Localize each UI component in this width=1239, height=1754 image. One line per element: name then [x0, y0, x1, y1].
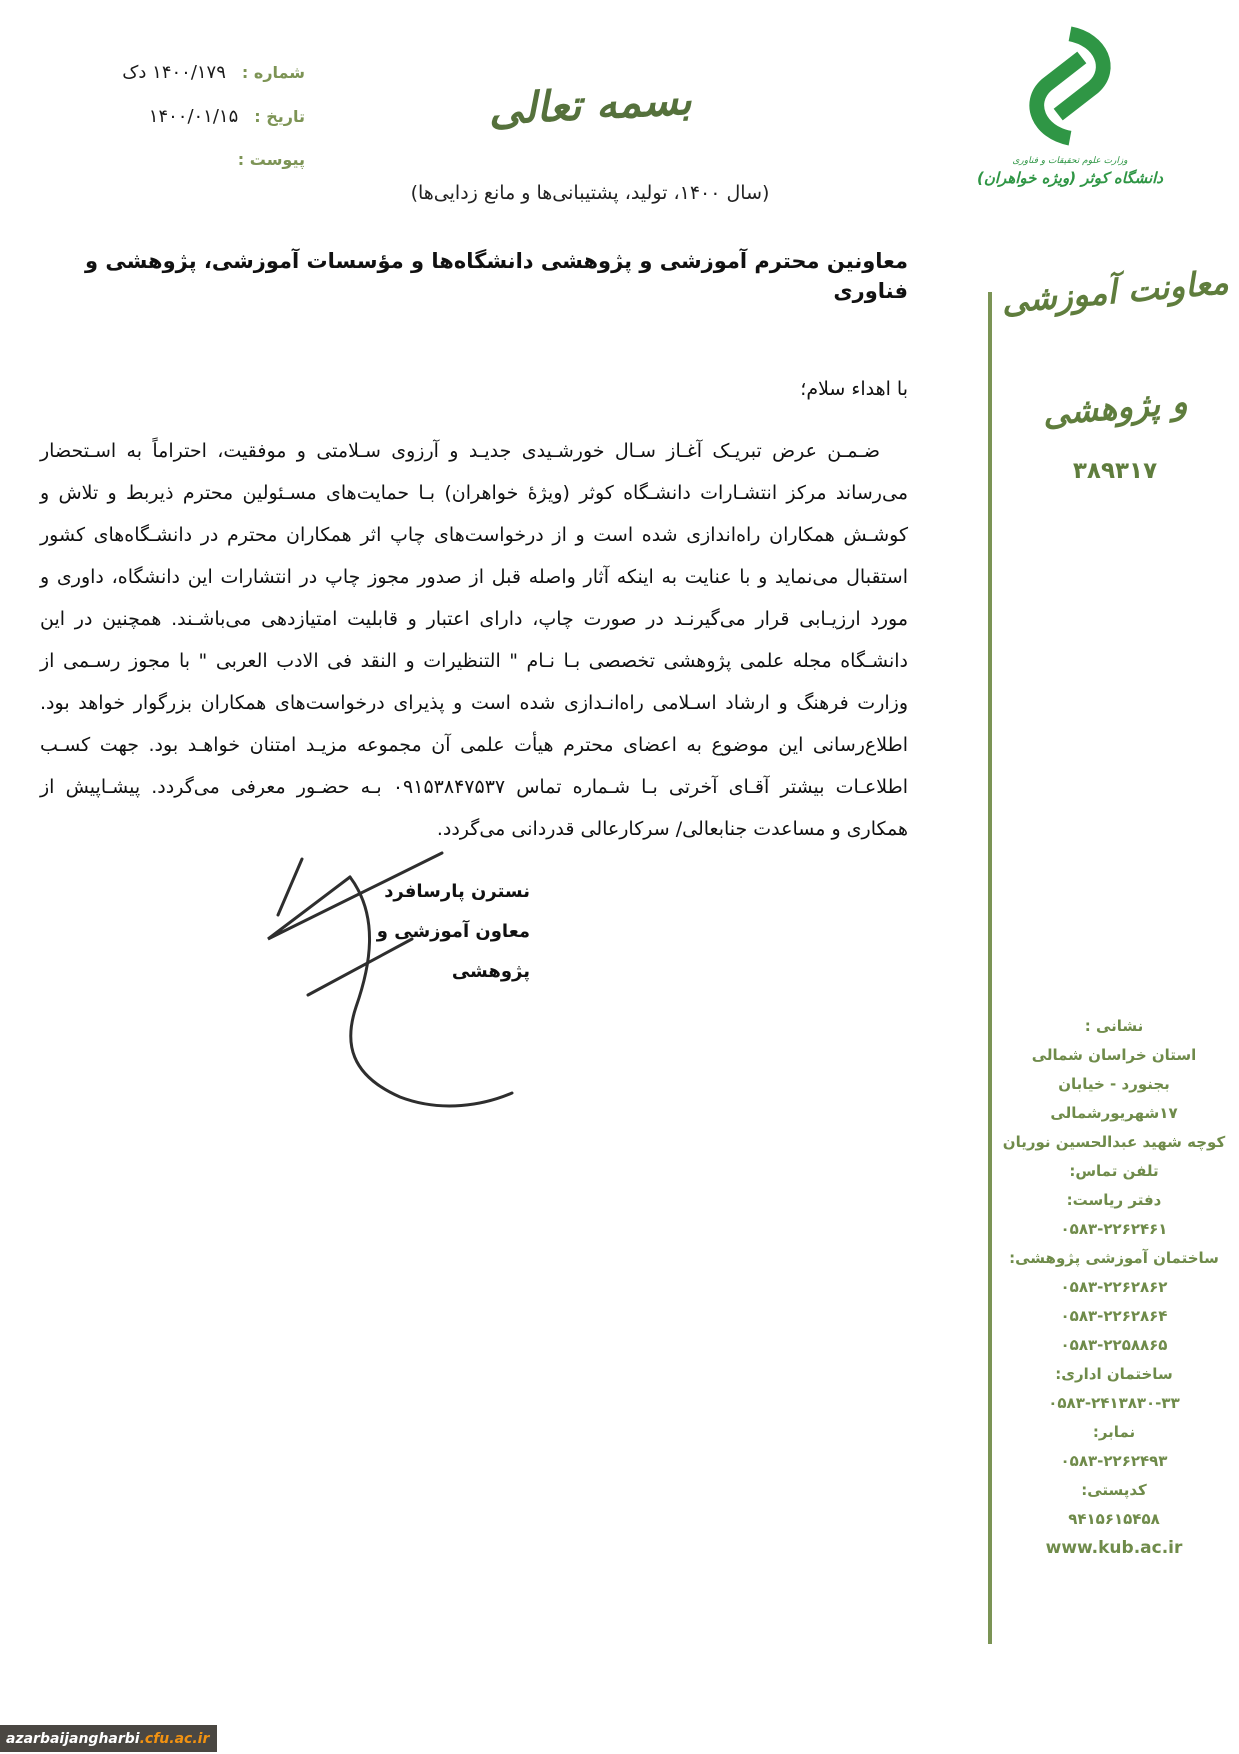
- dept-calligraphy-line2: و پژوهشی: [1041, 381, 1189, 434]
- admin-bldg-label: ساختمان اداری:: [1055, 1365, 1173, 1383]
- signer-name: نسترن پارسافرد: [384, 881, 530, 902]
- phone-label: تلفن تماس:: [1069, 1162, 1159, 1180]
- university-emblem-icon: [1006, 22, 1134, 150]
- edu-research-phone-1: ۰۵۸۳-۲۲۶۲۸۶۲: [1060, 1278, 1168, 1296]
- postal-code-label: کدپستی:: [1081, 1481, 1147, 1499]
- salutation-line: با اهداء سلام؛: [800, 378, 908, 400]
- fax-label: نمابر:: [1092, 1423, 1136, 1441]
- presidency-office-phone: ۰۵۸۳-۲۲۶۲۴۶۱: [1060, 1220, 1168, 1238]
- date-value: ۱۴۰۰/۰۱/۱۵: [148, 106, 239, 127]
- year-slogan: (سال ۱۴۰۰، تولید، پشتیبانی‌ها و مانع زدایی‌ها): [410, 182, 770, 204]
- presidency-office-label: دفتر ریاست:: [1066, 1191, 1162, 1209]
- website-url: www.kub.ac.ir: [1045, 1538, 1183, 1558]
- address-alley: کوچه شهید عبدالحسین نوریان: [1002, 1133, 1226, 1151]
- logo-ministry-text: وزارت علوم تحقیقات و فناوری: [1012, 156, 1128, 166]
- logo-university-text: دانشگاه کوثر (ویژه خواهران): [977, 169, 1163, 187]
- date-label: تاریخ :: [254, 107, 305, 126]
- admin-bldg-phone: ۰۵۸۳-۲۴۱۳۸۳۰-۳۳: [1048, 1394, 1180, 1412]
- signature-block: [300, 872, 530, 992]
- besmeh-calligraphy: بسمه تعالی: [487, 74, 693, 135]
- university-logo: [955, 22, 1185, 187]
- letter-header-fields: [35, 62, 305, 192]
- address-province: استان خراسان شمالی: [1031, 1046, 1197, 1064]
- watermark-site-suffix: .cfu.ac.ir: [139, 1730, 210, 1747]
- number-label: شماره :: [241, 63, 305, 82]
- letter-main-content: [40, 246, 908, 850]
- sidebar-divider-line: [988, 292, 992, 1644]
- edu-research-phone-3: ۰۵۸۳-۲۲۵۸۸۶۵: [1060, 1336, 1168, 1354]
- recipient-heading: معاونین محترم آموزشی و پژوهشی دانشگاه‌ها و مؤسسات آموزشی، پژوهشی و فناوری: [85, 249, 908, 303]
- address-street: ۱۷شهریورشمالی: [1050, 1104, 1178, 1122]
- letter-body-paragraph: ضـمـن عرض تبریـک آغـاز سـال خورشـیدی جدیـد و آرزوی سـلامتی و موفقیت، احتراماً به اسـتحضار می‌رساند مرکز انتشـارات دانشـگاه کوثر (ویژهٔ خواهران) بـا حمایت‌های مسـئولین محترم ذیربط و تلاش و کوشـش همکاران راه‌اندازی شده است و از درخواست‌های چاپ اثر همکاران محترم در دانشـگاه‌های کشور استقبال می‌نماید و با عنایت به اینکه آثار واصله قبل از صدور مجوز چاپ در انتشارات این دانشگاه، داوری و مورد ارزیـابی قرار می‌گیرنـد در صورت چاپ، دارای اعتبار و قابلیت امتیازدهی می‌باشـند. همچنین در این دانشـگاه مجله علمی پژوهشی تخصصی بـا نـام " التنظیرات و النقد فی الادب العربی " با مجوز رسـمی از وزارت فرهنگ و ارشاد اسـلامی راه‌انـدازی شده است و پذیرای درخواست‌های همکاران بزرگوار خواهد بود. اطلاع‌رسانی این موضوع به اعضای محترم هیأت علمی آن مجموعه مزیـد امتنان خواهـد بود. جهت کسـب اطلاعـات بیشتر آقـای آخرتی بـا شـماره تماس ۰۹۱۵۳۸۴۷۵۳۷ بـه حضـور معرفی می‌گردد. پیشـاپیش از همکاری و مساعدت جنابعالی/ سرکارعالی قدردانی می‌گردد.: [40, 440, 908, 840]
- edu-research-bldg-label: ساختمان آموزشی پژوهشی:: [1009, 1249, 1219, 1267]
- signer-title: معاون آموزشی و پژوهشی: [376, 921, 530, 982]
- date-field: [35, 106, 305, 127]
- address-label: نشانی :: [1084, 1017, 1144, 1035]
- fax-number: ۰۵۸۳-۲۲۶۲۴۹۳: [1060, 1452, 1168, 1470]
- watermark-badge: [0, 1725, 217, 1752]
- attachment-field: [35, 150, 305, 169]
- attachment-label: پیوست :: [237, 150, 305, 169]
- sidebar-ref-number: ۳۸۹۳۱۷: [1072, 458, 1158, 484]
- postal-code-value: ۹۴۱۵۶۱۵۴۵۸: [1068, 1510, 1160, 1528]
- watermark-site-name: azarbaijangharbi: [6, 1730, 140, 1747]
- address-city: بجنورد - خیابان: [1058, 1075, 1170, 1093]
- number-value: ۱۴۰۰/۱۷۹ دک: [122, 62, 226, 83]
- number-field: [35, 62, 305, 83]
- contact-address-block: [998, 1012, 1230, 1563]
- edu-research-phone-2: ۰۵۸۳-۲۲۶۲۸۶۴: [1060, 1307, 1168, 1325]
- dept-calligraphy-line1: معاونت آموزشی: [999, 262, 1231, 321]
